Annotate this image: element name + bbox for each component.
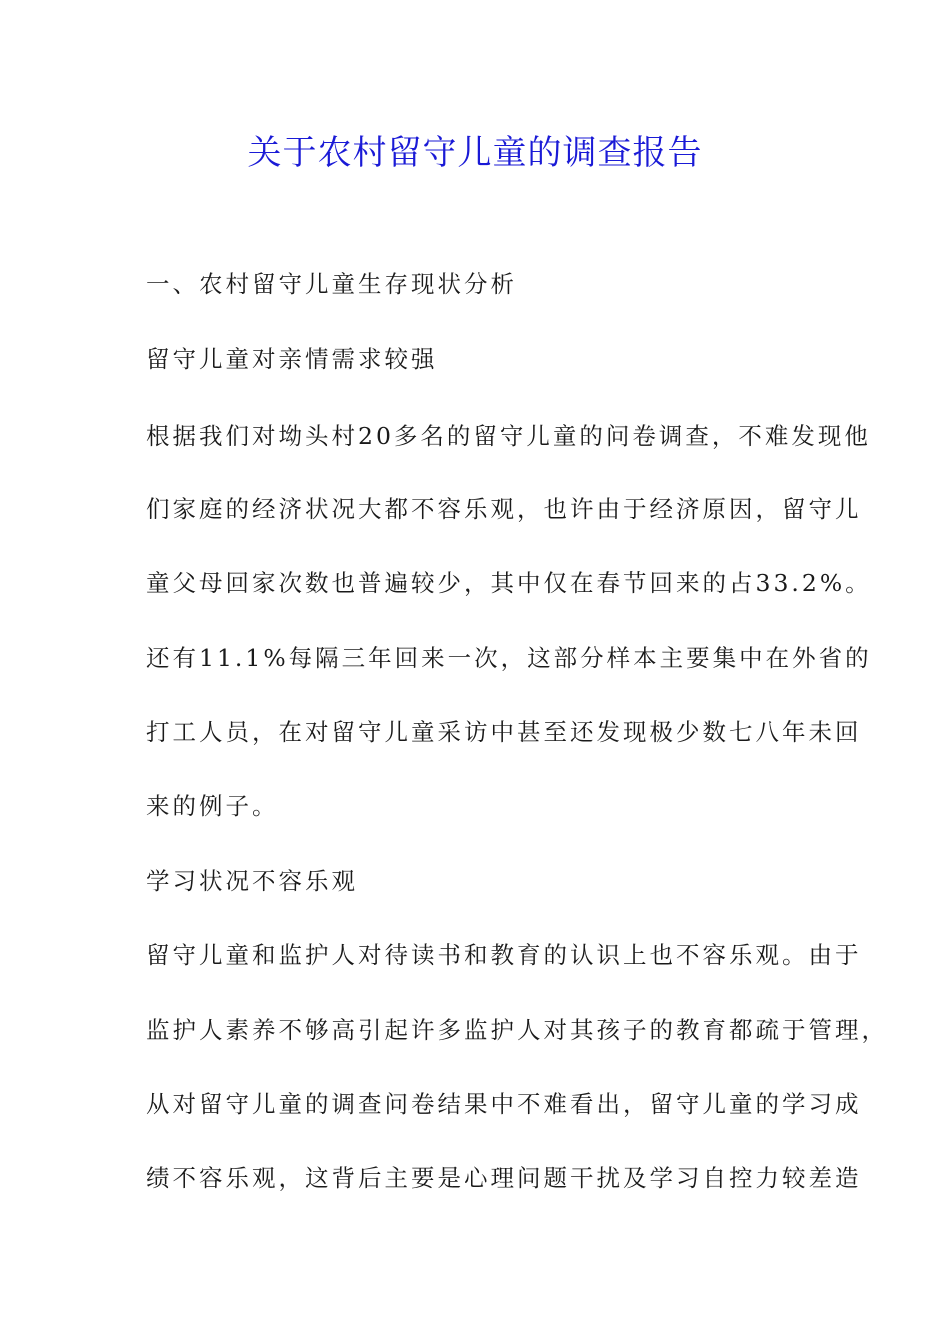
paragraph-line: 从对留守儿童的调查问卷结果中不难看出，留守儿童的学习成	[146, 1090, 862, 1118]
paragraph-line: 来的例子。	[146, 792, 279, 820]
paragraph-line: 还有11.1%每隔三年回来一次，这部分样本主要集中在外省的	[146, 644, 872, 672]
document-title: 关于农村留守儿童的调查报告	[247, 133, 703, 173]
paragraph-line: 绩不容乐观，这背后主要是心理问题干扰及学习自控力较差造	[146, 1164, 862, 1192]
subheading-affection: 留守儿童对亲情需求较强	[146, 345, 438, 373]
subheading-study: 学习状况不容乐观	[146, 867, 358, 895]
section-heading-1: 一、农村留守儿童生存现状分析	[146, 270, 517, 298]
paragraph-line: 监护人素养不够高引起许多监护人对其孩子的教育都疏于管理，	[146, 1016, 888, 1044]
paragraph-line: 打工人员，在对留守儿童采访中甚至还发现极少数七八年未回	[146, 718, 862, 746]
paragraph-line: 们家庭的经济状况大都不容乐观，也许由于经济原因，留守儿	[146, 495, 862, 523]
paragraph-line: 童父母回家次数也普遍较少，其中仅在春节回来的占33.2%。	[146, 569, 872, 597]
paragraph-line: 留守儿童和监护人对待读书和教育的认识上也不容乐观。由于	[146, 941, 862, 969]
paragraph-line: 根据我们对坳头村20多名的留守儿童的问卷调查，不难发现他	[146, 422, 871, 450]
